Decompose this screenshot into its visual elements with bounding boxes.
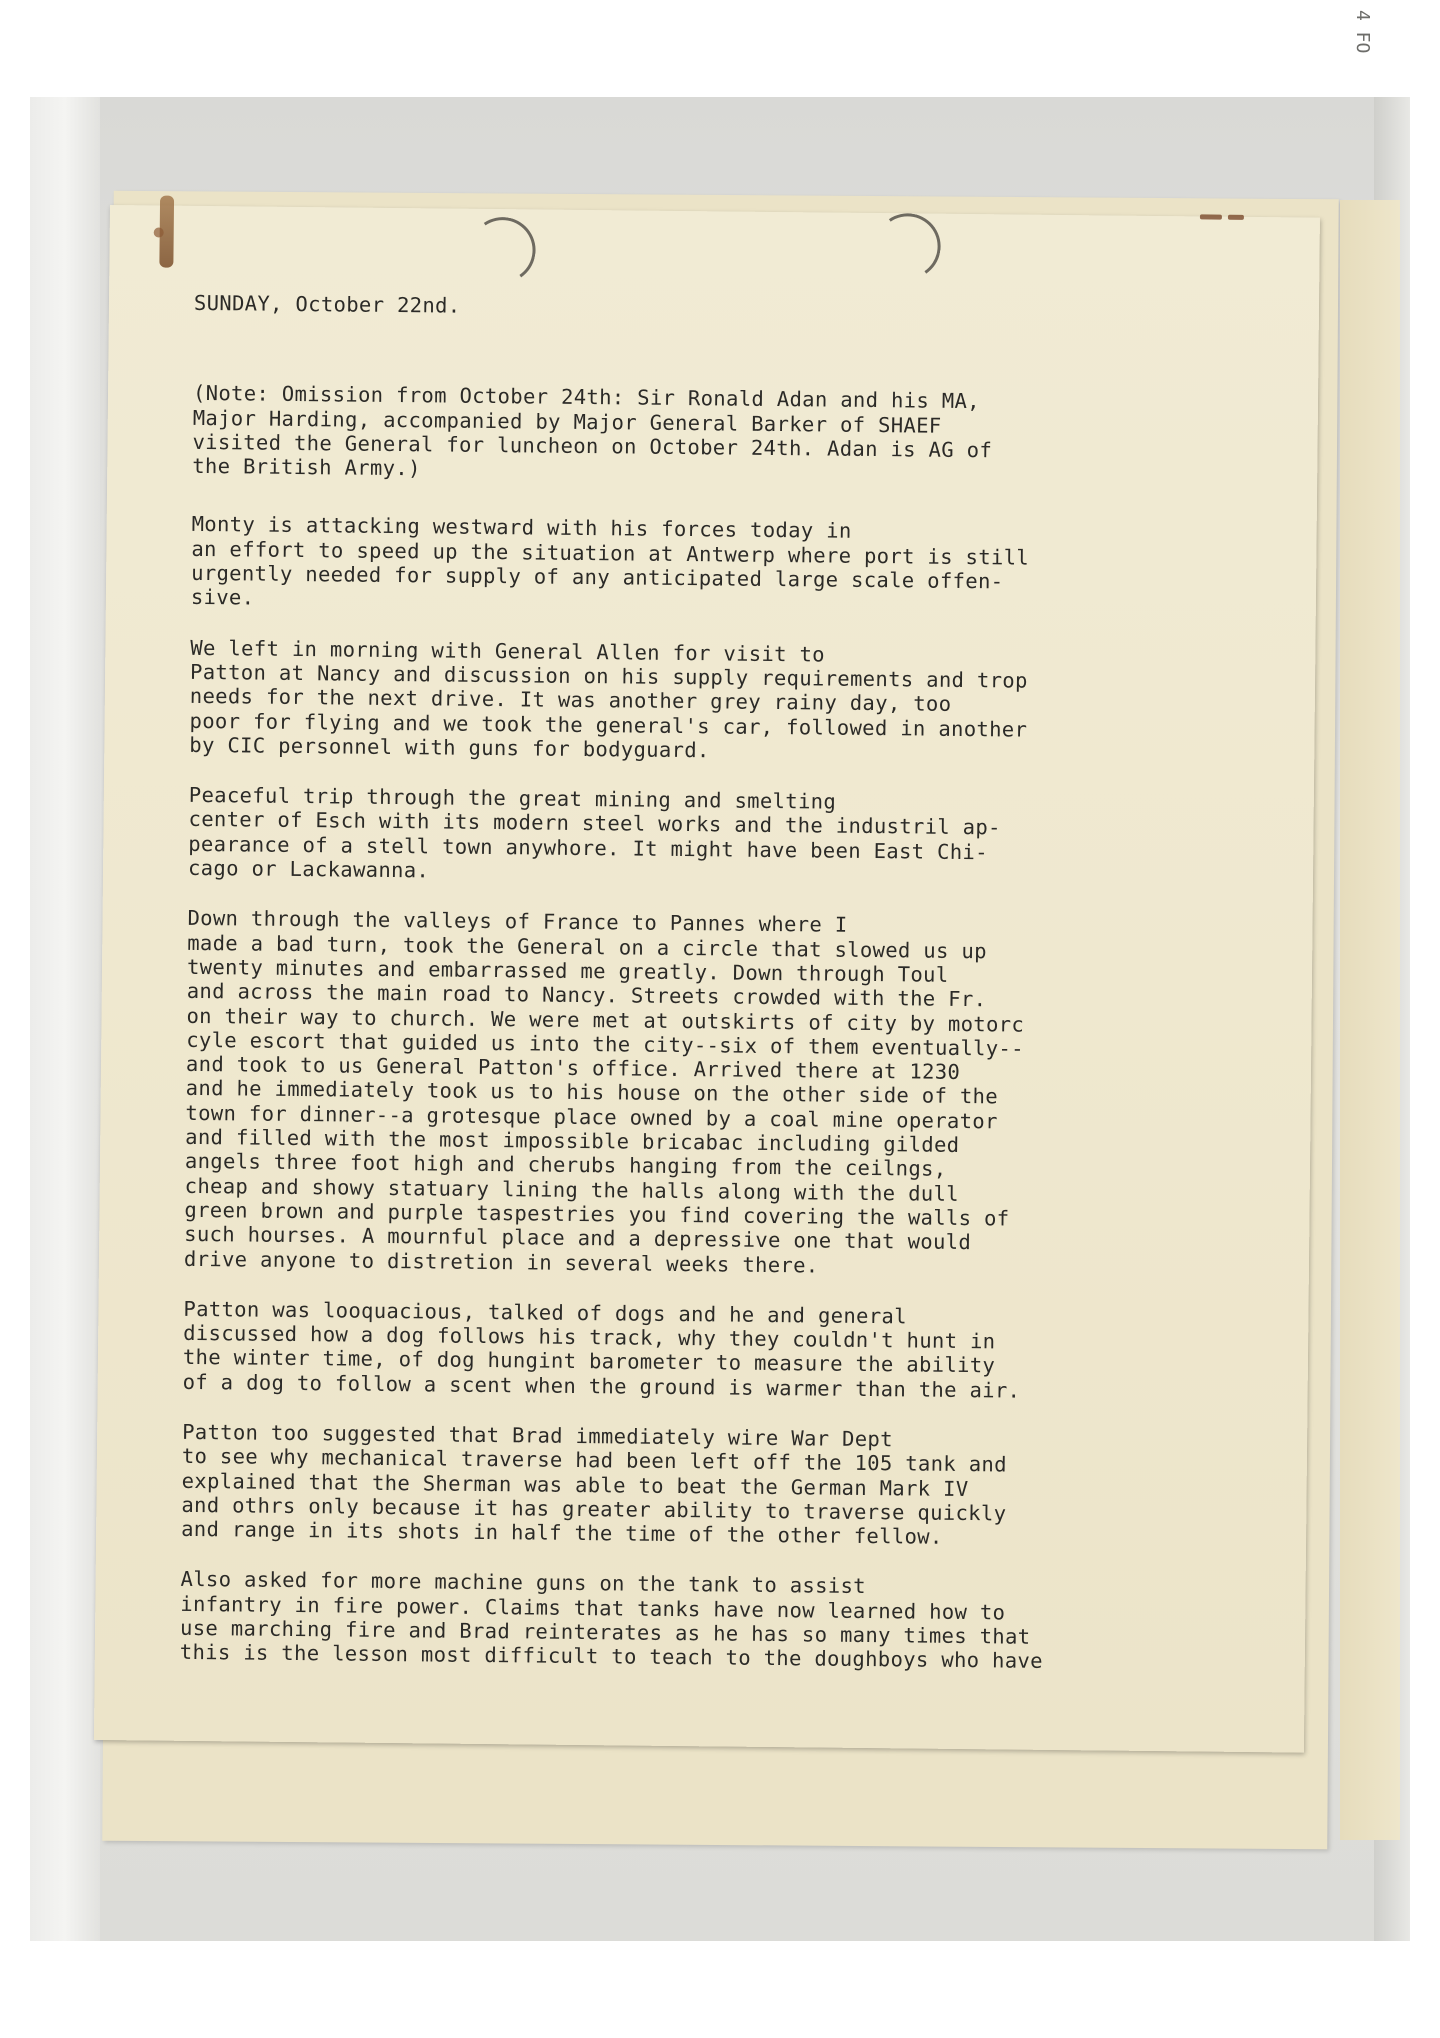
paragraph: Down through the valleys of France to Pannes where I made a bad turn, took the General on a circle that slowed us up twenty minutes and embarrassed me greatly. Down through Toul and across the main road to Nancy. Streets crowded with the Fr. on their way to church. We were met at outskirts of city by motorc cyle escort that guided us into the city--six of them eventually-- and took to us General Patton's office. Arrived there at 1230 and he immediately took us to his house on the other side of the town for dinner--a grotesque place owned by a coal mine operator and filled with the most impossible bricabac including gilded angels three foot high and cherubs hanging from the ceilngs, cheap and showy statuary lining the halls along with the dull green brown and purple taspestries you find covering the walls of such hourses. A mournful place and a depressive one that would drive anyone to distretion in several weeks there.	[183, 906, 1025, 1277]
ink-mark	[1200, 214, 1222, 219]
paragraph: Monty is attacking westward with his forces today in an effort to speed up the situation at Antwerp where port is still urgently needed for supply of any anticipated large scale offen- sive.	[190, 512, 1030, 610]
paragraph: Patton too suggested that Brad immediately wire War Dept to see why mechanical traverse had been left off the 105 tank and explained that the Sherman was able to beat the German Mark IV and othrs only because it has greater ability to traverse quickly and range in its shots in half the time of the other fellow.	[181, 1419, 1007, 1549]
date-heading: SUNDAY, October 22nd.	[193, 290, 461, 318]
typed-page	[94, 205, 1320, 1753]
paragraph: Patton was looquacious, talked of dogs and he and general discussed how a dog follows his track, why they couldn't hunt in the winter time, of dog hungint barometer to measure the ability of a dog to follow a scent when the ground is warmer than the air.	[182, 1296, 1021, 1403]
paragraph: Peaceful trip through the great mining and smelting center of Esch with its modern steel works and the industril ap- pearance of a stell town anywhore. It might have been East Chi- cago or Lackawanna.	[187, 783, 1001, 883]
punch-hole	[464, 212, 541, 289]
paragraph: We left in morning with General Allen for visit to Patton at Nancy and discussion on his supply requirements and trop needs for the next drive. It was another grey rainy day, too poor for flying and we took the general's car, followed in another by CIC personnel with guns for bodyguard.	[189, 635, 1028, 763]
ink-mark	[1228, 215, 1244, 220]
paragraph: Also asked for more machine guns on the tank to assist infantry in fire power. Claims that tanks have now learned how to use marching fire and Brad reinterates as he has so many times that this is the lesson most difficult to teach to the doughboys who have	[179, 1567, 1043, 1674]
punch-hole	[869, 208, 946, 285]
edge-label: 4 FO	[1352, 10, 1373, 54]
document-body	[179, 291, 1224, 1701]
photo-left-edge	[30, 97, 100, 1941]
underlying-sheet-right-edge	[1340, 200, 1400, 1840]
stain-dot	[154, 227, 164, 237]
note-paragraph: (Note: Omission from October 24th: Sir Ronald Adan and his MA, Major Harding, accompanied by Major General Barker of SHAEF visited the General for luncheon on October 24th. Adan is AG of the British Army.)	[192, 381, 993, 481]
